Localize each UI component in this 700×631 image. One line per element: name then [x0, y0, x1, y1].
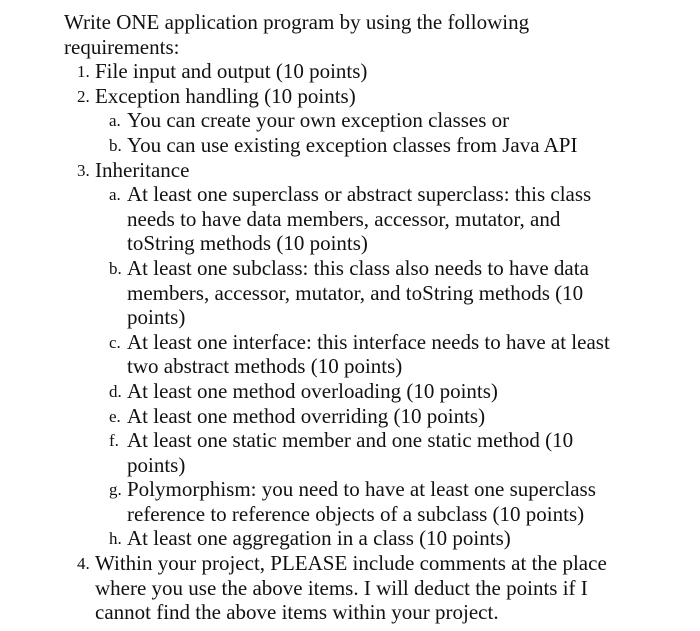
sub-list-item [64, 526, 684, 551]
sub-list-item-text: You can use existing exception classes from Java API [127, 132, 578, 157]
sub-list-item [64, 133, 684, 158]
sub-list-item-text: needs to have data members, accessor, mutator, and [127, 206, 561, 231]
list-item [64, 84, 684, 109]
sub-list-item [64, 256, 684, 330]
sub-list-item-text: At least one interface: this interface needs to have at least [127, 329, 610, 354]
list-item-text: Inheritance [95, 157, 190, 182]
sub-list-letter: g. [109, 480, 122, 500]
sub-list-item-text: points) [127, 305, 186, 330]
requirements-document [64, 10, 684, 625]
intro-line-1: Write ONE application program by using the following [64, 10, 530, 34]
sub-list-item-text: At least one subclass: this class also needs to have data [127, 255, 589, 280]
sub-list-item-text: two abstract methods (10 points) [127, 354, 403, 379]
sub-list-item-text: At least one static member and one static method (10 [127, 428, 574, 453]
list-item [64, 551, 684, 625]
requirements-list [64, 59, 684, 625]
sub-list-item [64, 428, 684, 477]
sub-list-letter: a. [109, 111, 121, 131]
sub-list-item-text: Polymorphism: you need to have at least one superclass [127, 477, 596, 502]
list-item-text: File input and output (10 points) [95, 59, 368, 84]
sub-list-item [64, 182, 684, 256]
sub-list-item [64, 404, 684, 429]
list-item-text: Within your project, PLEASE include comments at the place [95, 551, 607, 576]
list-item [64, 59, 684, 84]
sub-list-item [64, 108, 684, 133]
list-item-text: cannot find the above items within your project. [95, 600, 499, 625]
list-item [64, 158, 684, 183]
sub-list-letter: c. [109, 332, 121, 352]
sub-list-item [64, 330, 684, 379]
sub-list-item [64, 379, 684, 404]
sub-list-letter: f. [109, 431, 119, 451]
list-item-text: where you use the above items. I will deduct the points if I [95, 575, 588, 600]
sub-list-item-text: members, accessor, mutator, and toString methods (10 [127, 280, 584, 305]
list-number: 1. [77, 62, 90, 82]
list-number: 2. [77, 86, 90, 106]
sub-list-item-text: points) [127, 452, 186, 477]
intro-line-2: requirements: [64, 34, 180, 59]
list-number: 3. [77, 160, 90, 180]
sub-list-letter: a. [109, 185, 121, 205]
sub-list-letter: b. [109, 135, 122, 155]
sub-list-item [64, 477, 684, 526]
sub-list-item-text: At least one aggregation in a class (10 points) [127, 526, 511, 551]
sub-list-item-text: At least one superclass or abstract superclass: this class [127, 182, 592, 207]
sub-list-letter: b. [109, 258, 122, 278]
list-number: 4. [77, 554, 90, 574]
sub-list-item-text: At least one method overloading (10 points) [127, 378, 498, 403]
sub-list-item-text: You can create your own exception classes or [127, 108, 510, 133]
sub-list-item-text: At least one method overriding (10 points) [127, 403, 486, 428]
sub-list-item-text: toString methods (10 points) [127, 231, 368, 256]
sub-list-letter: d. [109, 381, 122, 401]
sub-list-letter: h. [109, 529, 122, 549]
list-item-text: Exception handling (10 points) [95, 83, 356, 108]
sub-list-letter: e. [109, 406, 121, 426]
sub-list-item-text: reference to reference objects of a subclass (10 points) [127, 501, 585, 526]
